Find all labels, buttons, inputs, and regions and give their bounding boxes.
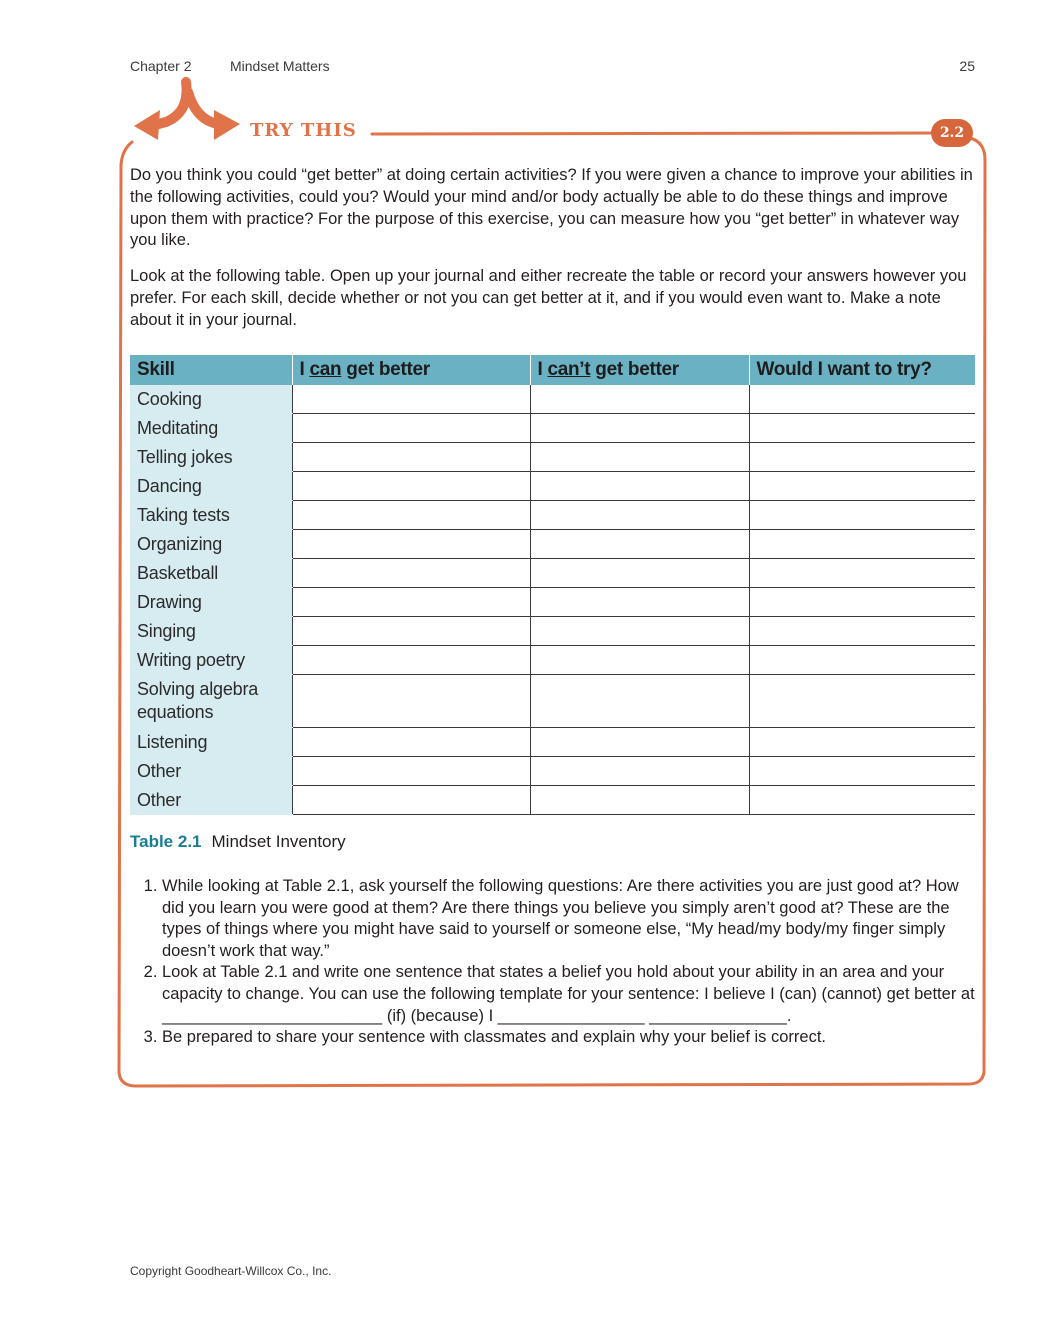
want-cell[interactable] [749, 530, 975, 559]
try-this-label: TRY THIS [250, 120, 365, 141]
skill-cell: Telling jokes [130, 443, 292, 472]
question-item: 1. While looking at Table 2.1, ask yourself the following questions: Are there activities you are just good at? How did you learn you were good at them? Are there things you believe you simply aren’t good at? These are the types of things where you might have said to yourself or someone else, “My head/my body/my finger simply doesn’t work that way.” [162, 876, 975, 962]
cant-cell[interactable] [530, 728, 749, 757]
question-item: 3. Be prepared to share your sentence with classmates and explain why your belief is correct. [162, 1027, 975, 1049]
chapter-number: Chapter 2 [130, 58, 192, 74]
table-row [130, 675, 975, 728]
can-cell[interactable] [292, 559, 530, 588]
cant-cell[interactable] [530, 443, 749, 472]
table-row [130, 588, 975, 617]
can-cell[interactable] [292, 443, 530, 472]
table-row [130, 385, 975, 414]
want-cell[interactable] [749, 728, 975, 757]
can-cell[interactable] [292, 617, 530, 646]
table-row [130, 786, 975, 815]
cant-cell[interactable] [530, 472, 749, 501]
skill-cell: Meditating [130, 414, 292, 443]
cant-cell[interactable] [530, 675, 749, 728]
want-cell[interactable] [749, 588, 975, 617]
header-want-to-try: Would I want to try? [749, 355, 975, 385]
want-cell[interactable] [749, 472, 975, 501]
skill-cell: Cooking [130, 385, 292, 414]
table-row [130, 501, 975, 530]
skill-cell: Other [130, 786, 292, 815]
can-cell[interactable] [292, 588, 530, 617]
cant-cell[interactable] [530, 588, 749, 617]
want-cell[interactable] [749, 646, 975, 675]
mindset-inventory-table [130, 355, 976, 815]
want-cell[interactable] [749, 786, 975, 815]
intro-paragraph-1: Do you think you could “get better” at doing certain activities? If you were given a chance to improve your abilities in the following activities, could you? Would your mind and/or body actually be able to do these things and improve upon them with practice? For the purpose of this exercise, you can measure how you “get better” in whatever way you like. [130, 166, 973, 250]
skill-cell: Singing [130, 617, 292, 646]
skill-cell: Drawing [130, 588, 292, 617]
cant-cell[interactable] [530, 501, 749, 530]
can-cell[interactable] [292, 501, 530, 530]
question-list [130, 876, 975, 1049]
skill-cell: Basketball [130, 559, 292, 588]
skill-cell: Dancing [130, 472, 292, 501]
table-row [130, 617, 975, 646]
skill-cell: Listening [130, 728, 292, 757]
skill-cell: Writing poetry [130, 646, 292, 675]
table-row [130, 443, 975, 472]
copyright-footer: Copyright Goodheart-Willcox Co., Inc. [130, 1264, 332, 1278]
table-row [130, 757, 975, 786]
want-cell[interactable] [749, 385, 975, 414]
header-skill: Skill [130, 355, 292, 385]
want-cell[interactable] [749, 443, 975, 472]
header-can-get-better: I can get better [292, 355, 530, 385]
header-cant-get-better: I can’t get better [530, 355, 749, 385]
table-header-row [130, 355, 975, 385]
can-cell[interactable] [292, 757, 530, 786]
want-cell[interactable] [749, 675, 975, 728]
want-cell[interactable] [749, 617, 975, 646]
table-row [130, 414, 975, 443]
can-cell[interactable] [292, 414, 530, 443]
activity-badge: 2.2 [931, 119, 973, 147]
can-cell[interactable] [292, 675, 530, 728]
can-cell[interactable] [292, 472, 530, 501]
page-number: 25 [959, 58, 975, 74]
table-row [130, 472, 975, 501]
table-row [130, 646, 975, 675]
want-cell[interactable] [749, 757, 975, 786]
can-cell[interactable] [292, 385, 530, 414]
can-cell[interactable] [292, 786, 530, 815]
can-cell[interactable] [292, 530, 530, 559]
cant-cell[interactable] [530, 530, 749, 559]
cant-cell[interactable] [530, 786, 749, 815]
split-arrows-icon [134, 82, 240, 140]
can-cell[interactable] [292, 728, 530, 757]
skill-cell: Other [130, 757, 292, 786]
table-caption-text: Mindset Inventory [211, 832, 346, 851]
skill-cell: Solving algebra equations [130, 675, 292, 728]
can-cell[interactable] [292, 646, 530, 675]
want-cell[interactable] [749, 559, 975, 588]
cant-cell[interactable] [530, 559, 749, 588]
table-row [130, 530, 975, 559]
cant-cell[interactable] [530, 646, 749, 675]
want-cell[interactable] [749, 501, 975, 530]
cant-cell[interactable] [530, 385, 749, 414]
frame-line-top [372, 133, 935, 134]
skill-cell: Taking tests [130, 501, 292, 530]
intro-paragraph-2: Look at the following table. Open up your journal and either recreate the table or record your answers however you prefer. For each skill, decide whether or not you can get better at it, and if you would even want to. Make a note about it in your journal. [130, 267, 967, 329]
table-caption [130, 832, 346, 852]
table-row [130, 728, 975, 757]
table-row [130, 559, 975, 588]
want-cell[interactable] [749, 414, 975, 443]
question-item: 2. Look at Table 2.1 and write one sentence that states a belief you hold about your ability in an area and your capacity to change. You can use the following template for your sentence: I believe I (can) (cannot) get better at ________________________ (if) (because) I ________________ _______________. [162, 962, 975, 1027]
chapter-title: Mindset Matters [230, 58, 330, 74]
cant-cell[interactable] [530, 757, 749, 786]
table-caption-label: Table 2.1 [130, 832, 202, 851]
cant-cell[interactable] [530, 617, 749, 646]
skill-cell: Organizing [130, 530, 292, 559]
cant-cell[interactable] [530, 414, 749, 443]
